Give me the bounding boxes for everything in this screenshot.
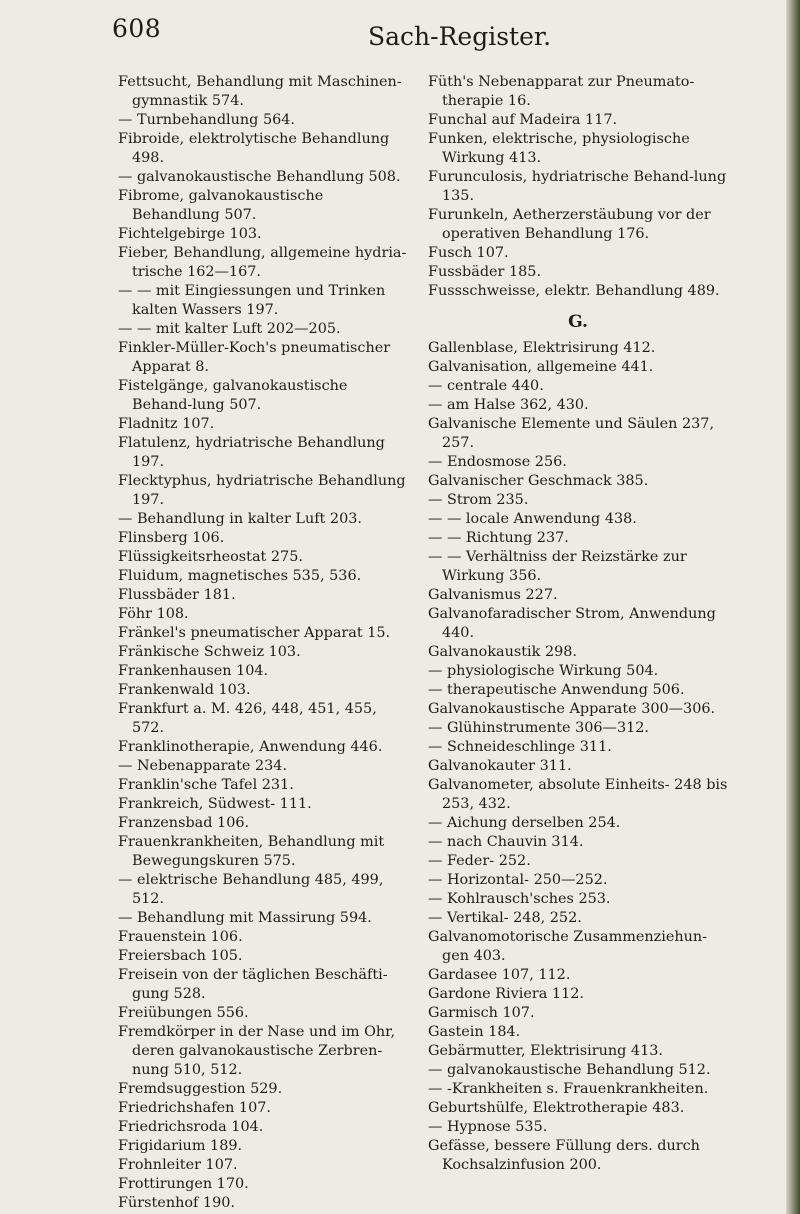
index-entry: Galvanische Elemente und Säulen 237, 257. — [428, 416, 715, 451]
index-entry: — centrale 440. — [428, 378, 544, 394]
index-entry: Furunkeln, Aetherzerstäubung vor der operativen Behandlung 176. — [428, 207, 711, 242]
index-entry: — — Verhältniss der Reizstärke zur Wirkung 356. — [428, 549, 687, 584]
index-entry: Funken, elektrische, physiologische Wirkung 413. — [428, 131, 690, 166]
index-entry: Fürstenhof 190. — [118, 1195, 235, 1211]
index-entry: Galvanokaustik 298. — [428, 644, 577, 660]
index-entry: Friedrichshafen 107. — [118, 1100, 271, 1116]
index-entry: — Nebenapparate 234. — [118, 758, 288, 774]
index-entry: Geburtshülfe, Elektrotherapie 483. — [428, 1100, 685, 1116]
right-column — [428, 73, 728, 1175]
index-entry: Fluidum, magnetisches 535, 536. — [118, 568, 362, 584]
index-entry: Flecktyphus, hydriatrische Behandlung 197. — [118, 473, 406, 508]
index-entry: — am Halse 362, 430. — [428, 397, 589, 413]
page-number: 608 — [112, 14, 162, 43]
index-entry: Finkler-Müller-Koch's pneumatischer Apparat 8. — [118, 340, 391, 375]
index-entry: — Turnbehandlung 564. — [118, 112, 296, 128]
index-entry: Franklin'sche Tafel 231. — [118, 777, 294, 793]
index-entry: — — locale Anwendung 438. — [428, 511, 637, 527]
index-entry: Frohnleiter 107. — [118, 1157, 238, 1173]
index-entry: — Kohlrausch'sches 253. — [428, 891, 611, 907]
index-entry: Gardasee 107, 112. — [428, 967, 571, 983]
index-entry: Frauenstein 106. — [118, 929, 243, 945]
running-head: Sach-Register. — [368, 22, 552, 51]
index-entry: Fibroide, elektrolytische Behandlung 498. — [118, 131, 390, 166]
index-entry: Funchal auf Madeira 117. — [428, 112, 618, 128]
index-entry: Frankfurt a. M. 426, 448, 451, 455, 572. — [118, 701, 377, 736]
index-entry: Frigidarium 189. — [118, 1138, 243, 1154]
index-entry: Fremdsuggestion 529. — [118, 1081, 283, 1097]
index-entry: — Hypnose 535. — [428, 1119, 548, 1135]
index-entry: — Endosmose 256. — [428, 454, 567, 470]
index-entry: Galvanomotorische Zusammenziehun-gen 403. — [428, 929, 708, 964]
index-entry: — Glühinstrumente 306—312. — [428, 720, 649, 736]
index-entry: Fieber, Behandlung, allgemeine hydria-trische 162—167. — [118, 245, 407, 280]
index-entry: — — mit Eingiessungen und Trinken kalten Wassers 197. — [118, 283, 386, 318]
index-entry: Fistelgänge, galvanokaustische Behand-lung 507. — [118, 378, 348, 413]
index-entry: Frankreich, Südwest- 111. — [118, 796, 312, 812]
index-entry: Frankenhausen 104. — [118, 663, 269, 679]
index-entry: Freiersbach 105. — [118, 948, 243, 964]
left-column — [118, 73, 408, 1213]
index-entry: — — Richtung 237. — [428, 530, 569, 546]
index-entry: Franklinotherapie, Anwendung 446. — [118, 739, 383, 755]
index-entry: Fichtelgebirge 103. — [118, 226, 262, 242]
index-entry: Föhr 108. — [118, 606, 189, 622]
index-entry: Flinsberg 106. — [118, 530, 225, 546]
index-entry: Garmisch 107. — [428, 1005, 535, 1021]
index-entry: — elektrische Behandlung 485, 499, 512. — [118, 872, 384, 907]
right-column-g-entries — [428, 339, 728, 1175]
index-entry: Fibrome, galvanokaustische Behandlung 507. — [118, 188, 324, 223]
index-entry: — therapeutische Anwendung 506. — [428, 682, 685, 698]
index-entry: Flatulenz, hydriatrische Behandlung 197. — [118, 435, 385, 470]
index-entry: Furunculosis, hydriatrische Behand-lung 135. — [428, 169, 727, 204]
index-entry: Galvanisation, allgemeine 441. — [428, 359, 654, 375]
index-entry: Fladnitz 107. — [118, 416, 215, 432]
index-entry: — galvanokaustische Behandlung 512. — [428, 1062, 711, 1078]
index-entry: — Behandlung mit Massirung 594. — [118, 910, 372, 926]
index-entry: Freisein von der täglichen Beschäfti-gung 528. — [118, 967, 388, 1002]
index-entry: — Aichung derselben 254. — [428, 815, 621, 831]
index-entry: Gefässe, bessere Füllung ders. durch Kochsalzinfusion 200. — [428, 1138, 700, 1173]
index-entry: — Horizontal- 250—252. — [428, 872, 608, 888]
index-entry: — Strom 235. — [428, 492, 529, 508]
index-entry: Füth's Nebenapparat zur Pneumato-therapie 16. — [428, 74, 695, 109]
index-entry: Galvanokauter 311. — [428, 758, 572, 774]
index-entry: — Vertikal- 248, 252. — [428, 910, 582, 926]
index-entry: — galvanokaustische Behandlung 508. — [118, 169, 401, 185]
index-entry: Frottirungen 170. — [118, 1176, 249, 1192]
index-entry: Fusch 107. — [428, 245, 509, 261]
index-entry: Gastein 184. — [428, 1024, 521, 1040]
right-column-f-entries — [428, 73, 728, 301]
index-entry: — physiologische Wirkung 504. — [428, 663, 659, 679]
index-entry: Frankenwald 103. — [118, 682, 251, 698]
index-entry: — -Krankheiten s. Frauenkrankheiten. — [428, 1081, 709, 1097]
index-entry: Flüssigkeitsrheostat 275. — [118, 549, 303, 565]
index-entry: Frauenkrankheiten, Behandlung mit Bewegungskuren 575. — [118, 834, 385, 869]
index-entry: Flussbäder 181. — [118, 587, 236, 603]
index-entry: Galvanofaradischer Strom, Anwendung 440. — [428, 606, 716, 641]
index-entry: Gallenblase, Elektrisirung 412. — [428, 340, 656, 356]
index-entry: Fussschweisse, elektr. Behandlung 489. — [428, 283, 720, 299]
index-entry: — Schneideschlinge 311. — [428, 739, 612, 755]
index-entry: — Feder- 252. — [428, 853, 531, 869]
page-edge — [786, 0, 800, 1214]
index-entry: Franzensbad 106. — [118, 815, 250, 831]
index-entry: Friedrichsroda 104. — [118, 1119, 264, 1135]
section-letter-heading: G. — [568, 312, 588, 332]
index-entry: Gardone Riviera 112. — [428, 986, 584, 1002]
index-entry: — nach Chauvin 314. — [428, 834, 584, 850]
index-entry: — Behandlung in kalter Luft 203. — [118, 511, 362, 527]
index-entry: Galvanischer Geschmack 385. — [428, 473, 649, 489]
index-entry: Fremdkörper in der Nase und im Ohr, deren galvanokaustische Zerbren-nung 510, 512. — [118, 1024, 396, 1078]
index-entry: — — mit kalter Luft 202—205. — [118, 321, 341, 337]
index-entry: Galvanismus 227. — [428, 587, 558, 603]
index-entry: Fettsucht, Behandlung mit Maschinen-gymnastik 574. — [118, 74, 402, 109]
index-entry: Freiübungen 556. — [118, 1005, 249, 1021]
index-entry: Fussbäder 185. — [428, 264, 542, 280]
index-entry: Fränkische Schweiz 103. — [118, 644, 301, 660]
index-entry: Galvanometer, absolute Einheits- 248 bis 253, 432. — [428, 777, 728, 812]
index-entry: Galvanokaustische Apparate 300—306. — [428, 701, 716, 717]
index-entry: Gebärmutter, Elektrisirung 413. — [428, 1043, 663, 1059]
index-entry: Fränkel's pneumatischer Apparat 15. — [118, 625, 391, 641]
